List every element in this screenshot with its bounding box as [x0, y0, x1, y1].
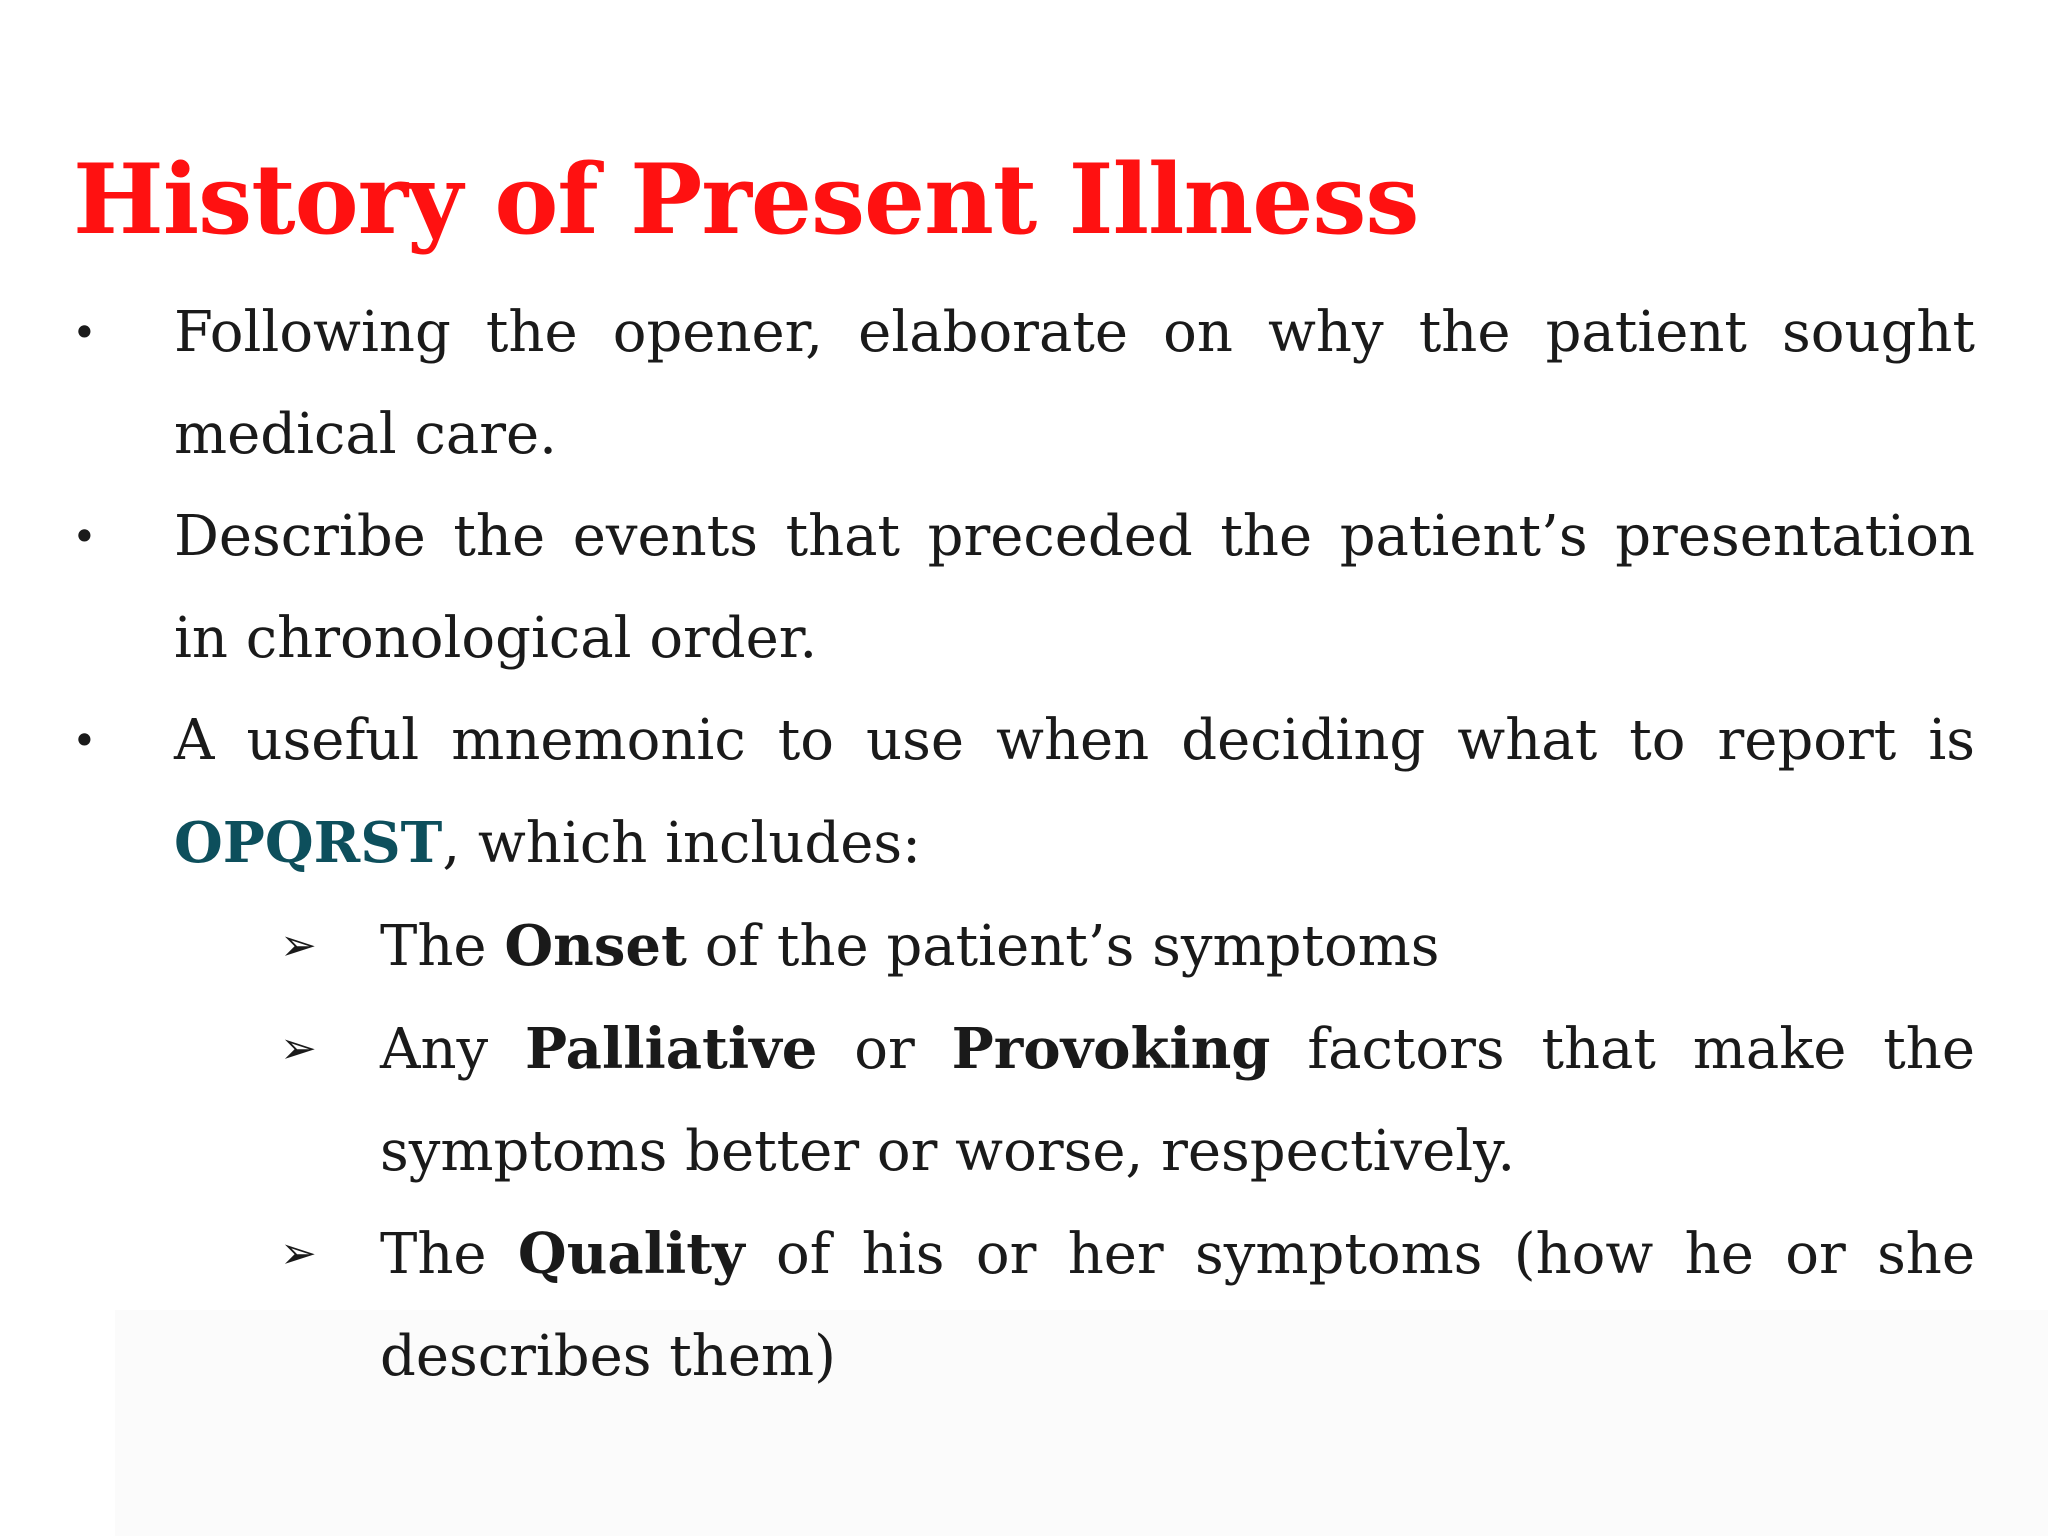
- sub-bullet-text-segment: factors that make the symptoms better or worse, respectively.: [380, 1017, 1976, 1184]
- bullet-text-segment: , which includes:: [442, 811, 921, 876]
- sub-bullet-text-segment: Any: [380, 1017, 526, 1082]
- mnemonic-term: Onset: [504, 913, 687, 979]
- bullet-text: Describe the events that preceded the patient’s presentation in chronological order.: [174, 504, 1975, 671]
- mnemonic-highlight: OPQRST: [174, 810, 443, 876]
- sub-bullet-item: [0, 998, 2048, 1203]
- bullet-list: [0, 282, 2048, 1408]
- arrow-bullet-icon: ➢: [280, 1228, 317, 1279]
- bullet-item: [0, 486, 2048, 690]
- sub-bullet-item: [0, 1203, 2048, 1408]
- sub-bullet-text: [380, 1203, 1975, 1408]
- sub-bullet-text-segment: of his or her symptoms (how he or she describes them): [380, 1222, 1976, 1389]
- sub-bullet-text-segment: of the patient’s symptoms: [686, 914, 1440, 979]
- mnemonic-term: Provoking: [951, 1016, 1271, 1082]
- sub-bullet-text: [380, 998, 1975, 1203]
- bullet-item: [0, 690, 2048, 895]
- bullet-text: [174, 690, 1975, 895]
- mnemonic-term: Quality: [517, 1221, 745, 1287]
- sub-bullet-text: [380, 895, 1975, 998]
- mnemonic-term: Palliative: [525, 1016, 818, 1082]
- sub-bullet-text-segment: or: [817, 1017, 952, 1082]
- arrow-bullet-icon: ➢: [280, 920, 317, 971]
- bullet-marker: •: [72, 308, 97, 357]
- arrow-bullet-icon: ➢: [280, 1023, 317, 1074]
- bullet-text: Following the opener, elaborate on why the patient sought medical care.: [174, 300, 1975, 467]
- bullet-text-segment: A useful mnemonic to use when deciding what to report is: [174, 708, 1975, 773]
- slide-title: History of Present Illness: [73, 143, 1419, 256]
- sub-bullet-item: [0, 895, 2048, 998]
- bullet-marker: •: [72, 512, 97, 561]
- sub-bullet-text-segment: The: [380, 1222, 518, 1287]
- bullet-marker: •: [72, 716, 97, 765]
- sub-bullet-text-segment: The: [380, 914, 505, 979]
- bullet-item: [0, 282, 2048, 486]
